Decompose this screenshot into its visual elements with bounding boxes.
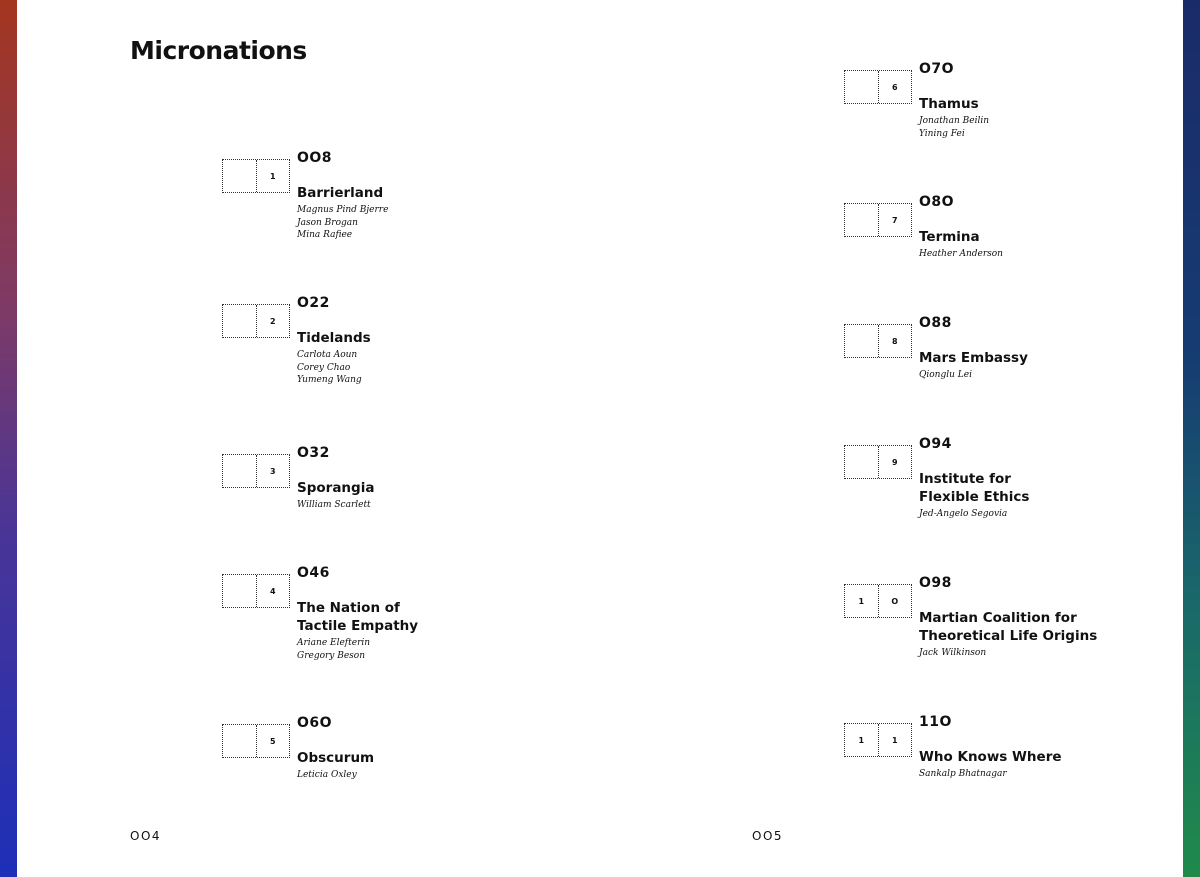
entry-page-number: O7O xyxy=(919,61,955,77)
entry-title: Sporangia xyxy=(297,480,375,496)
entry-title: Termina xyxy=(919,229,980,245)
author-name: Yumeng Wang xyxy=(297,375,362,385)
digit-cell: 5 xyxy=(256,725,290,757)
entry-page-number: O6O xyxy=(297,715,333,731)
digit-cell: 1 xyxy=(858,735,865,745)
entry-page-number: O22 xyxy=(297,295,330,311)
entry-title: Tidelands xyxy=(297,330,371,346)
folio-left: OO4 xyxy=(130,829,162,843)
author-name: Gregory Beson xyxy=(297,650,366,661)
digit-cell: 1 xyxy=(878,724,912,756)
entry-authors xyxy=(297,769,537,782)
entry-title: Thamus xyxy=(919,96,979,112)
page-number-box xyxy=(844,723,912,757)
entry-title: Obscurum xyxy=(297,750,375,766)
digit-cell: 7 xyxy=(878,204,912,236)
entry-authors xyxy=(297,637,537,662)
folio-right: OO5 xyxy=(752,829,784,843)
digit-cell: 8 xyxy=(878,325,912,357)
digit-cell xyxy=(845,71,878,103)
digit-cell: 1 xyxy=(256,160,290,192)
digit-cell: 3 xyxy=(256,455,290,487)
digit-cell: 2 xyxy=(256,305,290,337)
author-name: Leticia Oxley xyxy=(297,770,357,780)
entry-title: Martian Coalition for Theoretical Life Origins xyxy=(919,610,1098,644)
digit-cell: 6 xyxy=(878,71,912,103)
page-title: Micronations xyxy=(130,36,307,65)
author-name: Corey Chao xyxy=(297,362,351,373)
page-number-box xyxy=(222,159,290,193)
entry-authors xyxy=(919,768,1159,781)
author-name: Jack Wilkinson xyxy=(919,648,987,658)
digit-cell xyxy=(223,455,256,487)
entry-authors xyxy=(919,369,1159,382)
left-color-edge xyxy=(0,0,17,877)
entry-page-number: O46 xyxy=(297,565,330,581)
author-name: Jonathan Beilin xyxy=(919,116,989,126)
author-name: Yining Fei xyxy=(919,128,965,139)
author-name: Magnus Pind Bjerre xyxy=(297,205,389,215)
entry-authors xyxy=(297,349,537,387)
digit-cell xyxy=(223,575,256,607)
entry-page-number: 11O xyxy=(919,714,952,730)
author-name: Mina Rafiee xyxy=(297,230,353,240)
page-number-box xyxy=(844,445,912,479)
digit-cell: 9 xyxy=(878,446,912,478)
author-name: Ariane Elefterin xyxy=(297,638,371,648)
digit-cell: O xyxy=(878,585,912,617)
digit-cell xyxy=(845,446,878,478)
author-name: William Scarlett xyxy=(297,500,371,510)
author-name: Sankalp Bhatnagar xyxy=(919,769,1007,779)
entry-page-number: O8O xyxy=(919,194,955,210)
entry-title: Institute for Flexible Ethics xyxy=(919,471,1030,505)
digit-cell: 4 xyxy=(256,575,290,607)
author-name: Heather Anderson xyxy=(919,249,1003,259)
entry-title: The Nation of Tactile Empathy xyxy=(297,600,419,634)
entry-authors xyxy=(919,248,1159,261)
entry-authors xyxy=(297,204,537,242)
entry-page-number: O98 xyxy=(919,575,952,591)
entry-title: Who Knows Where xyxy=(919,749,1062,765)
entry-page-number: O88 xyxy=(919,315,952,331)
digit-cell xyxy=(223,725,256,757)
digit-cell: 1 xyxy=(858,596,865,606)
page-number-box xyxy=(844,324,912,358)
page-number-box xyxy=(844,70,912,104)
entry-authors xyxy=(919,115,1159,140)
entry-title: Mars Embassy xyxy=(919,350,1028,366)
entry-authors xyxy=(919,647,1159,660)
author-name: Jed-Angelo Segovia xyxy=(919,509,1008,519)
entry-authors xyxy=(297,499,537,512)
entry-page-number: OO8 xyxy=(297,150,333,166)
author-name: Qionglu Lei xyxy=(919,370,972,380)
page-number-box xyxy=(222,304,290,338)
entry-page-number: O32 xyxy=(297,445,330,461)
digit-cell xyxy=(845,204,878,236)
entry-page-number: O94 xyxy=(919,436,952,452)
page-number-box xyxy=(222,574,290,608)
page-number-box xyxy=(844,584,912,618)
entry-authors xyxy=(919,508,1159,521)
digit-cell xyxy=(845,325,878,357)
author-name: Jason Brogan xyxy=(297,217,358,228)
entry-title: Barrierland xyxy=(297,185,384,201)
page-number-box xyxy=(222,724,290,758)
page-number-box xyxy=(844,203,912,237)
digit-cell xyxy=(223,305,256,337)
right-color-edge xyxy=(1183,0,1200,877)
page-number-box xyxy=(222,454,290,488)
digit-cell xyxy=(223,160,256,192)
author-name: Carlota Aoun xyxy=(297,350,358,360)
